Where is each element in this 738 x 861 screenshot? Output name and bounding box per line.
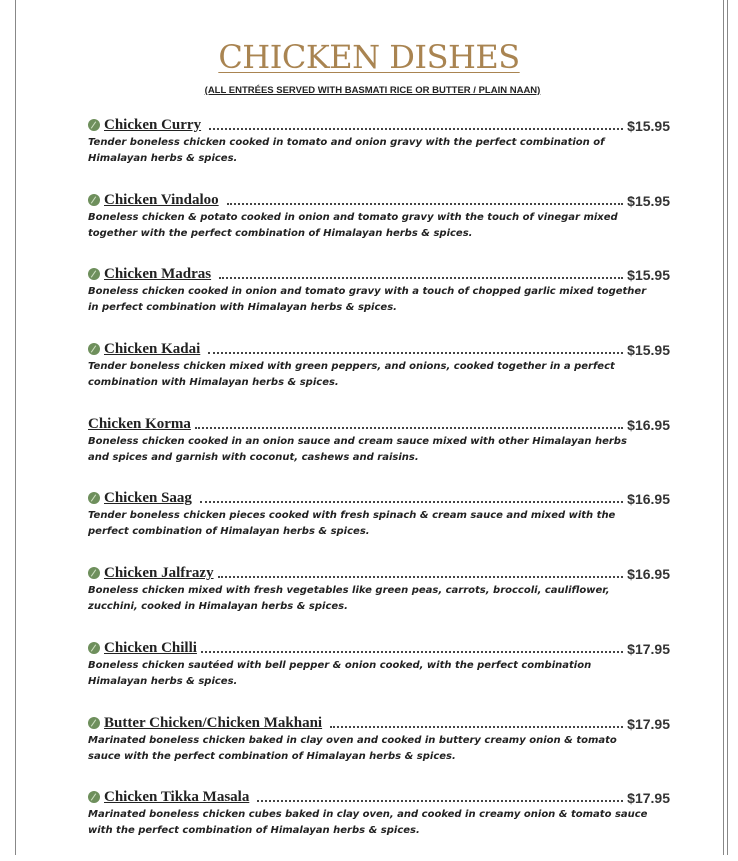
menu-item-header xyxy=(88,637,670,657)
menu-item-price: $15.95 xyxy=(627,118,670,134)
menu-item-name: Chicken Curry xyxy=(104,117,202,133)
menu-item xyxy=(88,263,670,338)
menu-item-price: $17.95 xyxy=(627,640,670,657)
leaf-icon xyxy=(88,194,100,206)
leaf-icon xyxy=(88,492,100,504)
dot-leader xyxy=(200,501,623,503)
page-border-right xyxy=(723,0,728,855)
menu-item-header xyxy=(88,487,670,507)
dot-leader xyxy=(219,277,623,279)
menu-item-name: Chicken Korma xyxy=(88,415,191,432)
menu-item-description: Boneless chicken & potato cooked in onion and tomato gravy with the touch of vinegar mixed together with the perfect combination of Himalayan herbs & spices. xyxy=(88,211,618,239)
menu-item-price: $15.95 xyxy=(627,192,670,209)
menu-item-price: $17.95 xyxy=(627,790,670,807)
menu-item-name: Chicken Kadai xyxy=(104,341,201,358)
menu-item-price: $16.95 xyxy=(627,491,670,508)
dot-leader xyxy=(227,203,624,205)
menu-item-name: Chicken Jalfrazy xyxy=(104,565,214,582)
dot-leader xyxy=(201,651,623,653)
leaf-icon xyxy=(88,717,100,729)
menu-item xyxy=(88,338,670,413)
menu-item-header xyxy=(88,413,670,433)
menu-item xyxy=(88,712,670,787)
dot-leader xyxy=(208,352,623,354)
dot-leader xyxy=(195,427,623,429)
menu-item-description: Boneless chicken sautéed with bell pepper & onion cooked, with the perfect combination Himalayan herbs & spices. xyxy=(88,659,592,687)
menu-item-description: Marinated boneless chicken cubes baked in clay oven, and cooked in creamy onion & tomato sauce with the perfect combination of Himalayan herbs & spices. xyxy=(88,809,648,837)
menu-item xyxy=(88,487,670,562)
dot-leader xyxy=(257,800,623,802)
menu-item-description: Tender boneless chicken pieces cooked with fresh spinach & cream sauce and mixed with the perfect combination of Himalayan herbs & spices. xyxy=(88,510,616,538)
menu-item-name: Chicken Chilli xyxy=(104,639,197,656)
menu-item-name: Chicken Saag xyxy=(104,490,192,507)
menu-item-description: Tender boneless chicken mixed with green peppers, and onions, cooked together in a perfect combination with Himalayan herbs & spices. xyxy=(88,361,615,389)
menu-item xyxy=(88,562,670,637)
menu-item-name: Chicken Tikka Masala xyxy=(104,789,250,806)
menu-item-price: $17.95 xyxy=(627,715,670,732)
menu-item xyxy=(88,786,670,861)
menu-item-description: Tender boneless chicken cooked in tomato and onion gravy with the perfect combination of Himalayan herbs & spices. xyxy=(88,137,605,164)
leaf-icon xyxy=(88,119,100,131)
menu-item xyxy=(88,413,670,488)
menu-item-header xyxy=(88,189,670,209)
menu-items-list xyxy=(88,114,670,861)
leaf-icon xyxy=(88,791,100,803)
menu-item-description: Boneless chicken cooked in onion and tomato gravy with a touch of chopped garlic mixed together in perfect combination with Himalayan herbs & spices. xyxy=(88,286,647,314)
menu-item-description: Boneless chicken mixed with fresh vegetables like green peas, carrots, broccoli, cauliflower, zucchini, cooked in Himalayan herbs & spices. xyxy=(88,585,610,613)
dot-leader xyxy=(209,128,623,130)
leaf-icon xyxy=(88,268,100,280)
menu-item xyxy=(88,637,670,712)
menu-item-header xyxy=(88,712,670,732)
menu-item xyxy=(88,189,670,264)
page-subtitle: (ALL ENTRÉES SERVED WITH BASMATI RICE OR BUTTER / PLAIN NAAN) xyxy=(204,85,541,96)
menu-item-price: $16.95 xyxy=(627,566,670,583)
page-title: CHICKEN DISHES xyxy=(218,38,520,76)
menu-item xyxy=(88,114,670,189)
menu-item-price: $15.95 xyxy=(627,342,670,359)
menu-item-price: $15.95 xyxy=(627,267,670,284)
menu-item-name: Chicken Vindaloo xyxy=(104,191,219,208)
menu-item-header xyxy=(88,562,670,582)
menu-item-header xyxy=(88,263,670,283)
menu-item-header xyxy=(88,114,670,134)
menu-item-price: $16.95 xyxy=(627,416,670,433)
menu-item-description: Boneless chicken cooked in an onion sauce and cream sauce mixed with other Himalayan herbs and spices and garnish with coconut, cashews and raisins. xyxy=(88,435,627,463)
page-border-left xyxy=(15,0,16,855)
dot-leader xyxy=(330,726,623,728)
leaf-icon xyxy=(88,567,100,579)
dot-leader xyxy=(218,576,624,578)
menu-item-header xyxy=(88,338,670,358)
menu-item-header xyxy=(88,786,670,806)
menu-item-description: Marinated boneless chicken baked in clay oven and cooked in buttery creamy onion & tomato sauce with the perfect combination of Himalayan herbs & spices. xyxy=(88,734,617,762)
leaf-icon xyxy=(88,343,100,355)
menu-item-name: Chicken Madras xyxy=(104,266,212,283)
menu-item-name: Butter Chicken/Chicken Makhani xyxy=(104,714,323,731)
leaf-icon xyxy=(88,642,100,654)
